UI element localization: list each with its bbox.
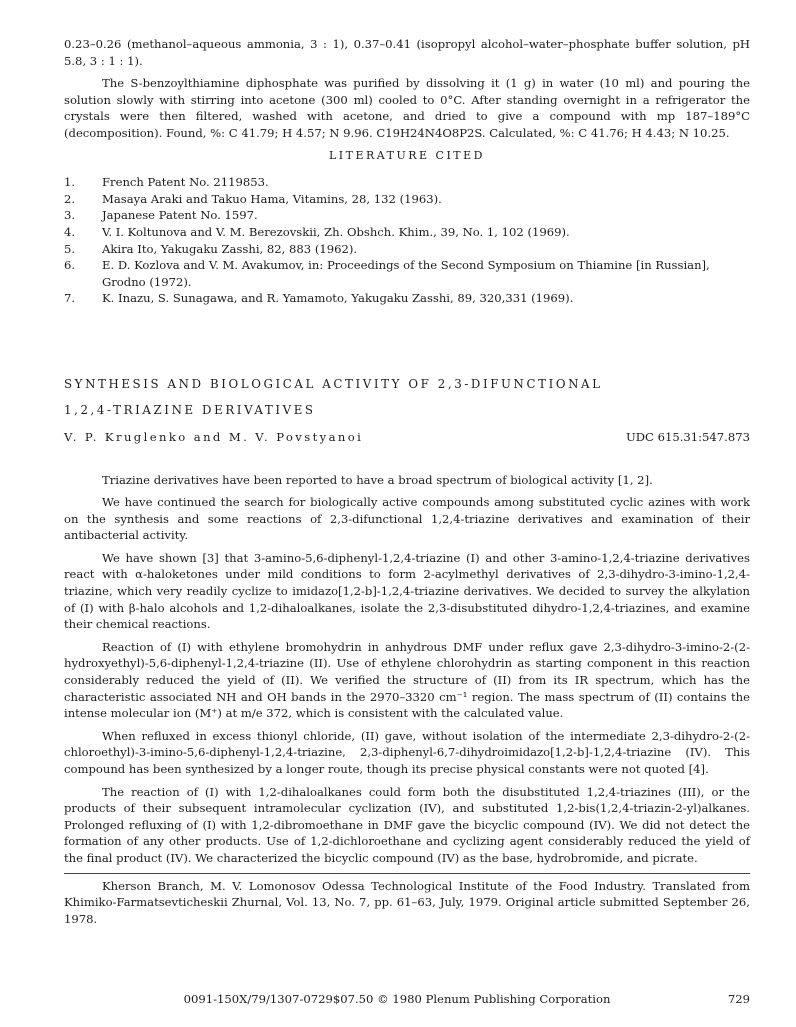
body-paragraph: We have continued the search for biologically active compounds among substituted cyclic azines with work on the synthesis and some reactions of 2,3-difunctional 1,2,4-triazine derivatives and examination of their antibacterial activity.: [64, 495, 750, 543]
reference-number: 2.: [64, 191, 76, 206]
prev-article-paragraph: The S-benzoylthiamine diphosphate was purified by dissolving it (1 g) in water (10 ml) and pouring the solution slowly with stirring into acetone (300 ml) cooled to 0°C. After standing overnight in a refrigerator the crystals were then filtered, washed with acetone, and dried to give a compound with mp 187–189°C (decomposition). Found, %: C 41.79; H 4.57; N 9.96. C19H24N4O8P2S. Calculated, %: C 41.76; H 4.43; N 10.25.: [64, 76, 750, 140]
page-number: 729: [727, 992, 750, 1006]
body-paragraph: Triazine derivatives have been reported to have a broad spectrum of biological activity [1, 2].: [102, 472, 653, 487]
literature-heading: LITERATURE CITED: [328, 148, 485, 162]
journal-page: [64, 36, 750, 1016]
article-title-line: SYNTHESIS AND BIOLOGICAL ACTIVITY OF 2,3-DIFUNCTIONAL: [64, 376, 603, 391]
body-paragraph: Reaction of (I) with ethylene bromohydrin in anhydrous DMF under reflux gave 2,3-dihydro-3-imino-2-(2-hydroxyethyl)-5,6-diphenyl-1,2,4-triazine (II). Use of ethylene chlorohydrin as starting component in this reaction considerably reduced the yield of (II). We verified the structure of (II) from its IR spectrum, which has the characteristic associated NH and OH bands in the 2970–3320 cm⁻¹ region. The mass spectrum of (II) contains the intense molecular ion (M⁺) at m/e 372, which is consistent with the calculated value.: [64, 639, 750, 721]
reference-text: Masaya Araki and Takuo Hama, Vitamins, 28, 132 (1963).: [102, 191, 442, 206]
body-paragraph: We have shown [3] that 3-amino-5,6-diphenyl-1,2,4-triazine (I) and other 3-amino-1,2,4-triazine derivatives react with α-haloketones under mild conditions to form 2-acylmethyl derivatives of 2,3-dihydro-3-imino-1,2,4-triazine, which very readily cyclize to imidazo[1,2-b]-1,2,4-triazine derivatives. We decided to survey the alkylation of (I) with β-halo alcohols and 1,2-dihaloalkanes, isolate the 2,3-disubstituted dihydro-1,2,4-triazines, and examine their chemical reactions.: [64, 550, 750, 632]
body-paragraph: When refluxed in excess thionyl chloride, (II) gave, without isolation of the intermediate 2,3-dihydro-2-(2-chloroethyl)-3-imino-5,6-diphenyl-1,2,4-triazine, 2,3-diphenyl-6,7-dihydroimidazo[1,2-b]-1,2,4-triazine (IV). This compound has been synthesized by a longer route, though its precise physical constants were not quoted [4].: [64, 728, 750, 776]
reference-item: [64, 191, 750, 208]
reference-text: French Patent No. 2119853.: [102, 175, 269, 190]
article-title-line: 1,2,4-TRIAZINE DERIVATIVES: [64, 402, 316, 417]
prev-article-paragraph: 0.23–0.26 (methanol–aqueous ammonia, 3 : 1), 0.37–0.41 (isopropyl alcohol–water–phosphate buffer solution, pH 5.8, 3 : 1 : 1).: [64, 37, 750, 68]
footnote-divider: [64, 873, 750, 874]
reference-text: K. Inazu, S. Sunagawa, and R. Yamamoto, Yakugaku Zasshi, 89, 320,331 (1969).: [102, 291, 574, 306]
page-footer: [64, 991, 750, 1008]
reference-number: 6.: [64, 258, 76, 273]
reference-number: 1.: [64, 175, 76, 190]
body-paragraph: The reaction of (I) with 1,2-dihaloalkanes could form both the disubstituted 1,2,4-triazines (III), or the products of their subsequent intramolecular cyclization (IV), and substituted 1,2-bis(1,2,4-triazin-2-yl)alkanes. Prolonged refluxing of (I) with 1,2-dibromoethane in DMF gave the bicyclic compound (IV). We did not detect the formation of any other products. Use of 1,2-dichloroethane and cyclizing agent considerably reduced the yield of the final product (IV). We characterized the bicyclic compound (IV) as the base, hydrobromide, and picrate.: [64, 784, 750, 865]
reference-number: 7.: [64, 291, 76, 306]
byline: [64, 429, 750, 446]
article-title: [64, 371, 750, 423]
reference-item: [64, 207, 750, 224]
reference-item: [64, 241, 750, 258]
reference-number: 4.: [64, 224, 76, 239]
reference-number: 5.: [64, 241, 76, 256]
affiliation-note: Kherson Branch, M. V. Lomonosov Odessa Technological Institute of the Food Industry. Translated from Khimiko-Farmatsevticheskii Zhurnal, Vol. 13, No. 7, pp. 61–63, July, 1979. Original article submitted September 26, 1978.: [64, 878, 750, 926]
footnote: [64, 878, 750, 928]
reference-text: V. I. Koltunova and V. M. Berezovskii, Zh. Obshch. Khim., 39, No. 1, 102 (1969).: [102, 224, 570, 239]
udc-code: UDC 615.31:547.873: [625, 429, 750, 444]
reference-item: [64, 174, 750, 191]
reference-list: [64, 174, 750, 307]
article-authors: V. P. Kruglenko and M. V. Povstyanoi: [64, 429, 364, 444]
copyright-line: 0091-150X/79/1307-0729$07.50 © 1980 Plenum Publishing Corporation: [183, 992, 611, 1006]
reference-item: [64, 290, 750, 307]
reference-text: E. D. Kozlova and V. M. Avakumov, in: Proceedings of the Second Symposium on Thiamine [in Russian], Grodno (1972).: [102, 258, 710, 289]
reference-text: Akira Ito, Yakugaku Zasshi, 82, 883 (1962).: [102, 241, 358, 256]
reference-item: [64, 257, 750, 290]
reference-text: Japanese Patent No. 1597.: [102, 208, 258, 223]
reference-item: [64, 224, 750, 241]
reference-number: 3.: [64, 208, 76, 223]
